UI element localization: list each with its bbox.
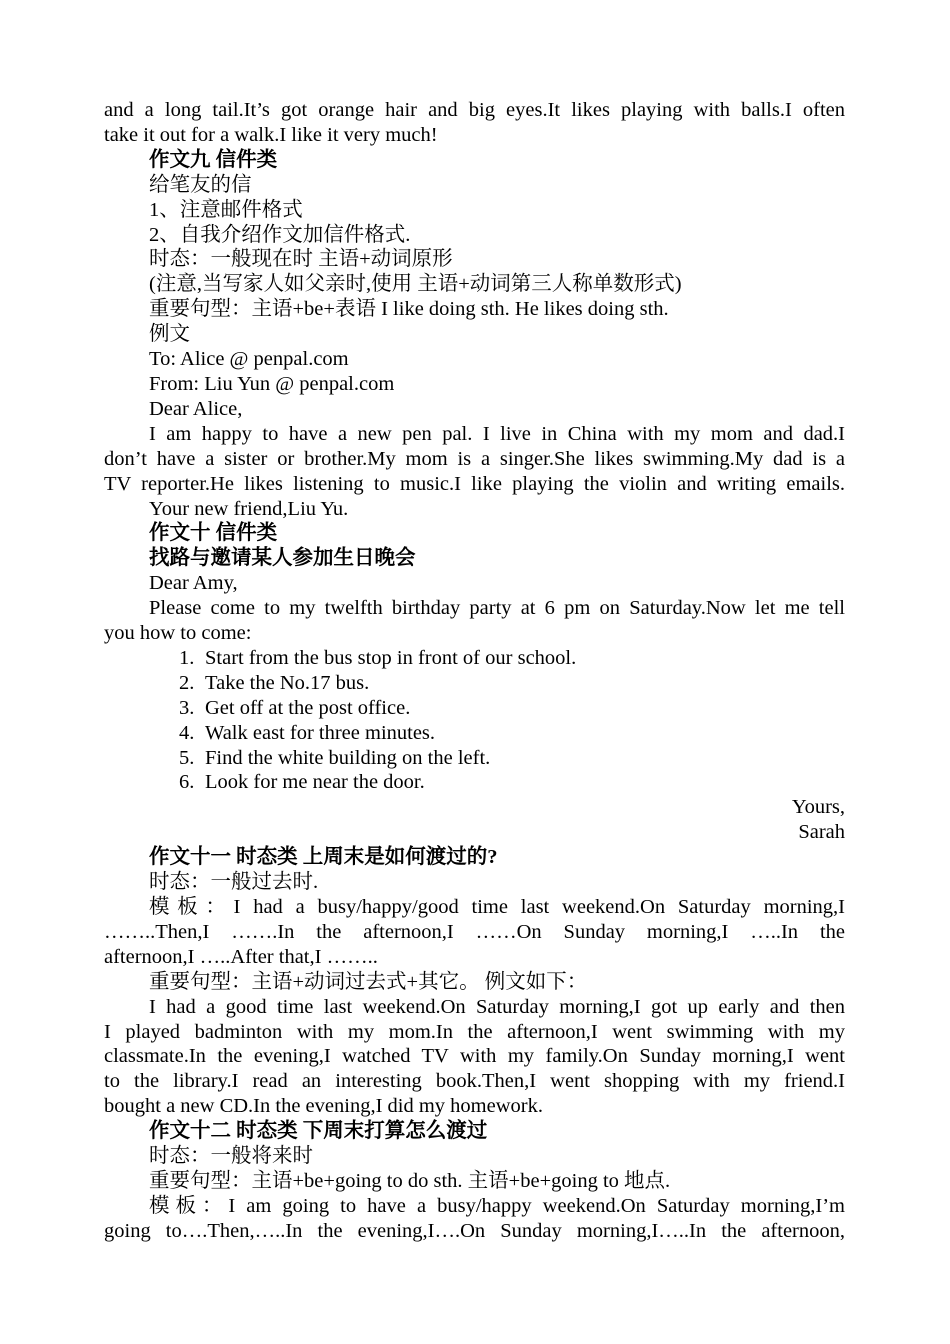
list-item-text: Look for me near the door. bbox=[205, 771, 425, 794]
email-to: To: Alice @ penpal.com bbox=[149, 348, 349, 371]
list-item-number: 2. bbox=[179, 671, 195, 694]
letter-body-line: TV reporter.He likes listening to music.I like playing the violin and writing emails. bbox=[104, 472, 845, 495]
pattern-line: 重要句型：主语+be+表语 I like doing sth. He likes doing sth. bbox=[149, 298, 669, 321]
pattern-line: 重要句型：主语+be+going to do sth. 主语+be+going to 地点. bbox=[149, 1169, 671, 1192]
section-heading: 作文十一 时态类 上周末是如何渡过的? bbox=[149, 846, 498, 869]
letter-greeting: Dear Alice, bbox=[149, 397, 243, 420]
example-line: I had a good time last weekend.On Saturday morning,I got up early and then bbox=[149, 995, 845, 1018]
list-item-number: 4. bbox=[179, 721, 195, 744]
template-line: 模板：I am going to have a busy/happy weekend.On Saturday morning,I’m bbox=[149, 1194, 845, 1217]
list-item bbox=[104, 646, 845, 671]
list-item bbox=[104, 696, 845, 721]
example-label: 例文 bbox=[149, 323, 190, 346]
email-from: From: Liu Yun @ penpal.com bbox=[149, 372, 395, 395]
letter-closing: Your new friend,Liu Yu. bbox=[149, 497, 349, 520]
example-line: to the library.I read an interesting book.Then,I went shopping with my friend.I bbox=[104, 1070, 845, 1093]
section-subheading: 找路与邀请某人参加生日晚会 bbox=[149, 547, 416, 570]
section-heading: 作文十二 时态类 下周末打算怎么渡过 bbox=[149, 1120, 488, 1143]
note-line: (注意,当写家人如父亲时,使用 主语+动词第三人称单数形式) bbox=[149, 273, 682, 296]
template-line: afternoon,I …..After that,I …….. bbox=[104, 945, 378, 968]
letter-body-line: I am happy to have a new pen pal. I live in China with my mom and dad.I bbox=[149, 422, 845, 445]
tip-line: 1、注意邮件格式 bbox=[149, 198, 303, 221]
template-line: going to….Then,…..In the evening,I….On Sunday morning,I…..In the afternoon, bbox=[104, 1219, 845, 1242]
direction-steps-list bbox=[104, 646, 845, 795]
letter-body-line: don’t have a sister or brother.My mom is a singer.She likes swimming.My dad is a bbox=[104, 447, 845, 470]
section-heading: 作文十 信件类 bbox=[149, 522, 278, 545]
document-page bbox=[104, 98, 845, 1244]
pattern-line: 重要句型：主语+动词过去式+其它。 例文如下： bbox=[149, 970, 588, 993]
letter-signoff: Yours, bbox=[791, 796, 845, 819]
letter-greeting: Dear Amy, bbox=[149, 572, 238, 595]
list-item-text: Start from the bus stop in front of our school. bbox=[205, 646, 577, 669]
list-item-text: Walk east for three minutes. bbox=[205, 721, 436, 744]
list-item-number: 1. bbox=[179, 646, 195, 669]
list-item-text: Get off at the post office. bbox=[205, 696, 411, 719]
topic-line: 给笔友的信 bbox=[149, 173, 252, 196]
list-item-text: Take the No.17 bus. bbox=[205, 671, 370, 694]
example-line: I played badminton with my mom.In the afternoon,I went swimming with my bbox=[104, 1020, 845, 1043]
text-line: take it out for a walk.I like it very much! bbox=[104, 123, 438, 146]
letter-body-line: Please come to my twelfth birthday party at 6 pm on Saturday.Now let me tell bbox=[149, 597, 845, 620]
example-line: bought a new CD.In the evening,I did my homework. bbox=[104, 1095, 543, 1118]
template-line: ……..Then,I …….In the afternoon,I ……On Sunday morning,I …..In the bbox=[104, 920, 845, 943]
list-item-text: Find the white building on the left. bbox=[205, 746, 491, 769]
tense-line: 时态：一般过去时. bbox=[149, 871, 319, 894]
example-line: classmate.In the evening,I watched TV with my family.On Sunday morning,I went bbox=[104, 1045, 845, 1068]
letter-signature: Sarah bbox=[798, 821, 845, 844]
tense-line: 时态：一般现在时 主语+动词原形 bbox=[149, 248, 453, 271]
list-item-number: 3. bbox=[179, 696, 195, 719]
list-item-number: 6. bbox=[179, 771, 195, 794]
text-line: and a long tail.It’s got orange hair and big eyes.It likes playing with balls.I often bbox=[104, 99, 845, 121]
tense-line: 时态：一般将来时 bbox=[149, 1145, 313, 1168]
list-item bbox=[104, 746, 845, 771]
section-heading: 作文九 信件类 bbox=[149, 148, 278, 171]
list-item bbox=[104, 671, 845, 696]
template-line: 模板：I had a busy/happy/good time last weekend.On Saturday morning,I bbox=[149, 896, 845, 918]
letter-body-line: you how to come: bbox=[104, 622, 252, 645]
tip-line: 2、自我介绍作文加信件格式. bbox=[149, 223, 411, 246]
list-item bbox=[104, 770, 845, 795]
list-item bbox=[104, 721, 845, 746]
list-item-number: 5. bbox=[179, 746, 195, 769]
